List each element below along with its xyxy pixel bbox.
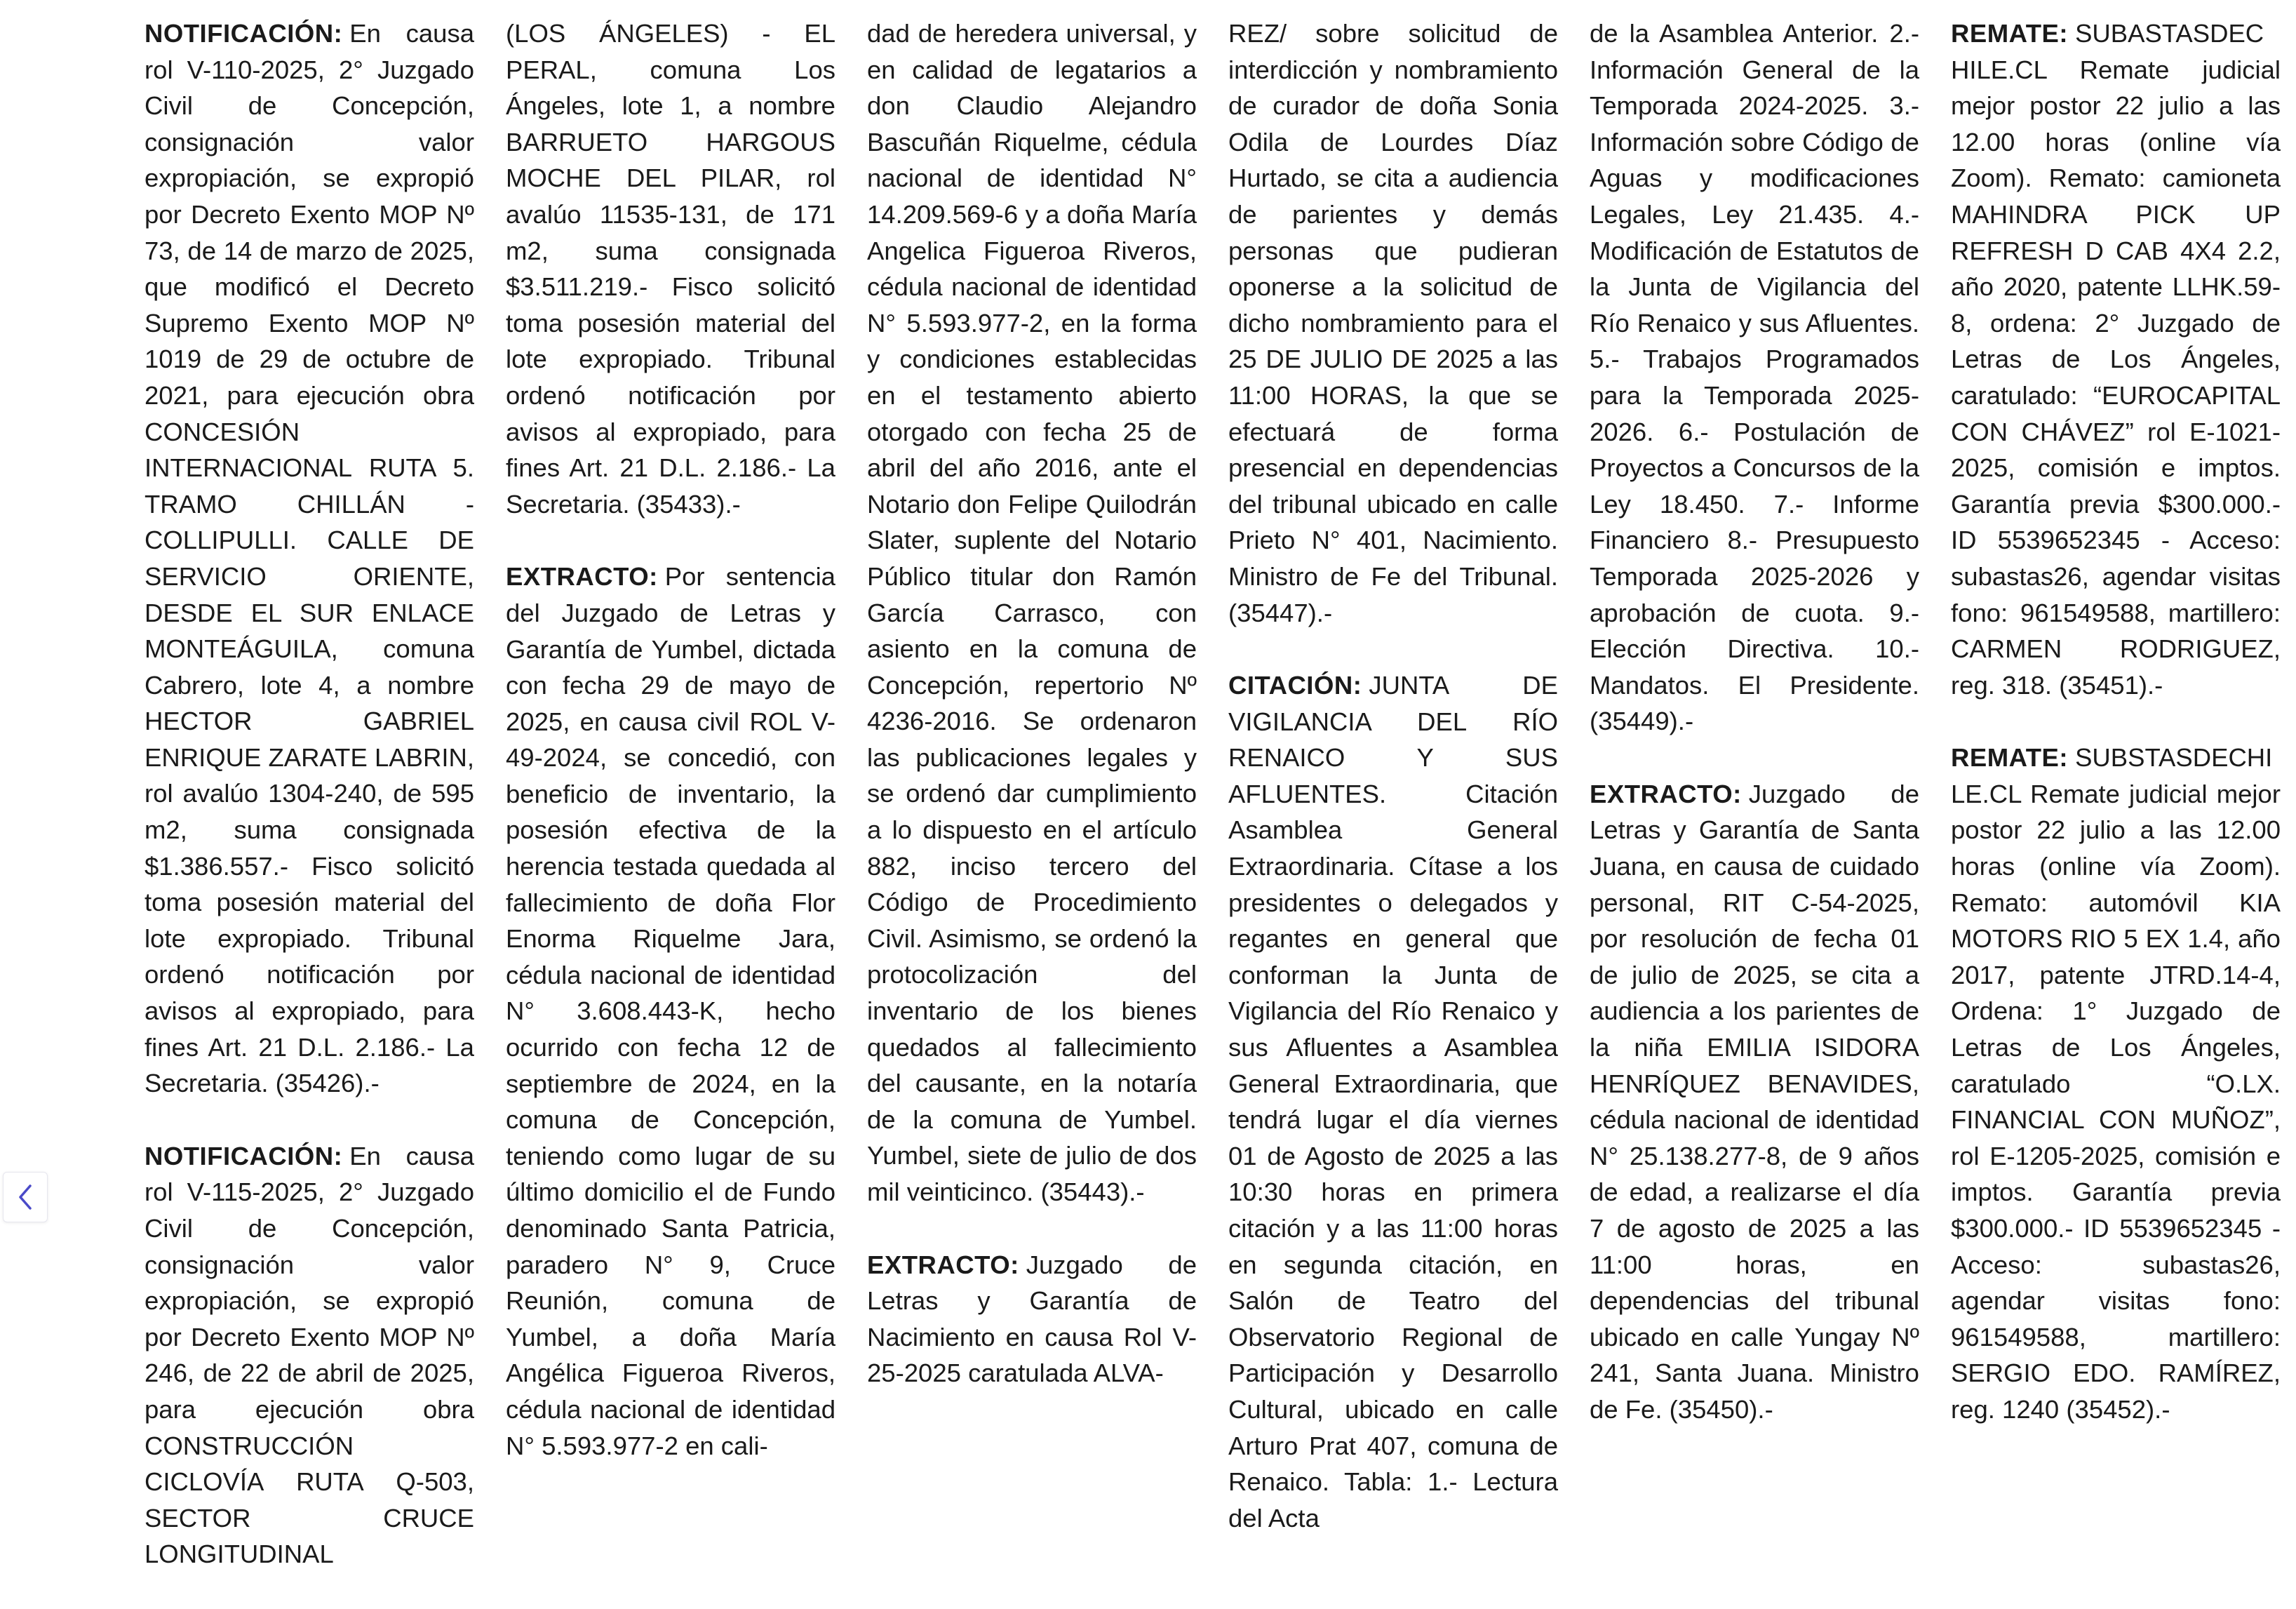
notice-notificacion-35426 [145, 15, 474, 1102]
notice-body: Por sentencia del Juzgado de Letras y Garantía de Yumbel, dictada con fecha 29 de mayo de 2025, en causa civil ROL V-49-2024, se concedió, con beneficio de inventario, la posesión efectiva de la herencia testada quedada al fallecimiento de doña Flor Enorma Riquelme Jara, cédula nacional de identidad N° 3.608.443-K, hecho ocurrido con fecha 12 de septiembre de 2024, en la comuna de Concepción, teniendo como lugar de su último domicilio el de Fundo denominado Santa Patricia, paradero N° 9, Cruce Reunión, comuna de Yumbel, a doña María Angélica Figueroa Riveros, cédula nacional de identidad N° 5.593.977-2 en cali- [506, 562, 835, 1460]
notice-citacion-35449-continued [1590, 15, 1919, 740]
notice-body: SUBSTASDECHILE.CL Remate judicial mejor postor 22 julio a las 12.00 horas (online vía Zoom). Remato: automóvil KIA MOTORS RIO 5 EX 1.4, año 2017, patente JTRD.14-4, Ordena: 1° Juzgado de Letras de Los Ángeles, caratulado “O.LX. FINANCIAL CON MUÑOZ”, rol E-1205-2025, comisión e imptos. Garantía previa $300.000.- ID 5539652345 - Acceso: subastas26, agendar visitas fono: 961549588, martillero: SERGIO EDO. RAMÍREZ, reg. 1240 (35452).- [1951, 743, 2281, 1424]
back-button[interactable] [3, 1172, 48, 1222]
notice-citacion-35449 [1228, 667, 1558, 1536]
notice-body: SUBASTASDECHILE.CL Remate judicial mejor postor 22 julio a las 12.00 horas (online vía Zoom). Remato: camioneta MAHINDRA PICK UP REFRESH D CAB 4X4 2.2, año 2020, patente LLHK.59-8, ordena: 2° Juzgado de Letras de Los Ángeles, caratulado: “EUROCAPITAL CON CHÁVEZ” rol E-1021-2025, comisión e imptos. Garantía previa $300.000.- ID 5539652345 - Acceso: subastas26, agendar visitas fono: 961549588, martillero: CARMEN RODRIGUEZ, reg. 318. (35451).- [1951, 19, 2281, 700]
notice-extracto-35443-continued [867, 15, 1197, 1210]
notice-keyword: EXTRACTO: [506, 562, 658, 592]
notice-extracto-35447 [867, 1247, 1197, 1391]
notice-keyword: EXTRACTO: [1590, 779, 1742, 808]
notice-body-continued: (LOS ÁNGELES) - EL PERAL, comuna Los Ángeles, lote 1, a nombre BARRUETO HARGOUS MOCHE DEL PILAR, rol avalúo 11535-131, de 171 m2, suma consignada $3.511.219.- Fisco solicitó toma posesión material del lote expropiado. Tribunal ordenó notificación por avisos al expropiado, para fines Art. 21 D.L. 2.186.- La Secretaria. (35433).- [506, 19, 835, 519]
chevron-left-icon [15, 1182, 36, 1213]
notice-extracto-35443 [506, 559, 835, 1464]
notice-keyword: NOTIFICACIÓN: [145, 19, 343, 48]
notice-notificacion-35433-continued [506, 15, 835, 522]
notice-extracto-35447-continued [1228, 15, 1558, 631]
notice-body-continued: dad de heredera universal, y en calidad de legatarios a don Claudio Alejandro Bascuñán Riquelme, cédula nacional de identidad N° 14.209.569-6 y a doña María Angelica Figueroa Riveros, cédula nacional de identidad N° 5.593.977-2, en la forma y condiciones establecidas en el testamento abierto otorgado con fecha 25 de abril del año 2016, ante el Notario don Felipe Quilodrán Slater, suplente del Notario Público titular don Ramón García Carrasco, con asiento en la comuna de Concepción, repertorio Nº 4236-2016. Se ordenaron las publicaciones legales y se ordenó dar cumplimiento a lo dispuesto en el artículo 882, inciso tercero del Código de Procedimiento Civil. Asimismo, se ordenó la protocolización del inventario de los bienes quedados al fallecimiento del causante, en la notaría de la comuna de Yumbel. Yumbel, siete de julio de dos mil veinticinco. (35443).- [867, 19, 1197, 1206]
column-3 [867, 15, 1197, 1609]
notice-keyword: CITACIÓN: [1228, 671, 1362, 700]
column-5 [1590, 15, 1919, 1609]
notice-body: Juzgado de Letras y Garantía de Santa Juana, en causa de cuidado personal, RIT C-54-2025, por resolución de fecha 01 de julio de 2025, se cita a audiencia a los parientes de la niña EMILIA ISIDORA HENRÍQUEZ BENAVIDES, cédula nacional de identidad N° 25.138.277-8, de 9 años de edad, a realizarse el día 7 de agosto de 2025 a las 11:00 horas, en dependencias del tribunal ubicado en calle Yungay Nº 241, Santa Juana. Ministro de Fe. (35450).- [1590, 779, 1919, 1424]
notice-body: JUNTA DE VIGILANCIA DEL RÍO RENAICO Y SUS AFLUENTES. Citación Asamblea General Extraordinaria. Cítase a los presidentes o delegados y regantes en general que conforman la Junta de Vigilancia del Río Renaico y sus Afluentes a Asamblea General Extraordinaria, que tendrá lugar el día viernes 01 de Agosto de 2025 a las 10:30 horas en primera citación y a las 11:00 horas en segunda citación, en Salón de Teatro del Observatorio Regional de Participación y Desarrollo Cultural, ubicado en calle Arturo Prat 407, comuna de Renaico. Tabla: 1.- Lectura del Acta [1228, 671, 1558, 1533]
column-6 [1951, 15, 2281, 1609]
notice-keyword: NOTIFICACIÓN: [145, 1141, 343, 1170]
notice-body: En causa rol V-115-2025, 2° Juzgado Civil de Concepción, consignación valor expropiación, se expropió por Decreto Exento MOP Nº 246, de 22 de abril de 2025, para ejecución obra CONSTRUCCIÓN CICLOVÍA RUTA Q-503, SECTOR CRUCE LONGITUDINAL [145, 1141, 474, 1569]
notice-extracto-35450 [1590, 776, 1919, 1428]
column-4 [1228, 15, 1558, 1609]
notice-keyword: REMATE: [1951, 19, 2069, 48]
notice-body-continued: REZ/ sobre solicitud de interdicción y nombramiento de curador de doña Sonia Odila de Lourdes Díaz Hurtado, se cita a audiencia de parientes y demás personas que pudieran oponerse a la solicitud de dicho nombramiento para el 25 DE JULIO DE 2025 a las 11:00 HORAS, la que se efectuará de forma presencial en dependencias del tribunal ubicado en calle Prieto N° 401, Nacimiento. Ministro de Fe del Tribunal. (35447).- [1228, 19, 1558, 627]
notice-notificacion-35433 [145, 1138, 474, 1573]
column-2 [506, 15, 835, 1609]
column-1 [145, 15, 474, 1609]
notice-keyword: EXTRACTO: [867, 1250, 1019, 1279]
notice-body: Juzgado de Letras y Garantía de Nacimiento en causa Rol V-25-2025 caratulada ALVA- [867, 1250, 1197, 1388]
notice-keyword: REMATE: [1951, 743, 2069, 773]
notice-remate-35451 [1951, 15, 2281, 703]
notice-body: En causa rol V-110-2025, 2° Juzgado Civil de Concepción, consignación valor expropiación, se expropió por Decreto Exento MOP Nº 73, de 14 de marzo de 2025, que modificó el Decreto Supremo Exento MOP Nº 1019 de 29 de octubre de 2021, para ejecución obra CONCESIÓN INTERNACIONAL RUTA 5. TRAMO CHILLÁN - COLLIPULLI. CALLE DE SERVICIO ORIENTE, DESDE EL SUR ENLACE MONTEÁGUILA, comuna Cabrero, lote 4, a nombre HECTOR GABRIEL ENRIQUE ZARATE LABRIN, rol avalúo 1304-240, de 595 m2, suma consignada $1.386.557.- Fisco solicitó toma posesión material del lote expropiado. Tribunal ordenó notificación por avisos al expropiado, para fines Art. 21 D.L. 2.186.- La Secretaria. (35426).- [145, 19, 474, 1098]
classifieds-columns [145, 15, 2281, 1569]
notice-body-continued: de la Asamblea Anterior. 2.- Información General de la Temporada 2024-2025. 3.- Información sobre Código de Aguas y modificaciones Legales, Ley 21.435. 4.- Modificación de Estatutos de la Junta de Vigilancia del Río Renaico y sus Afluentes. 5.- Trabajos Programados para la Temporada 2025-2026. 6.- Postulación de Proyectos a Concursos de la Ley 18.450. 7.- Informe Financiero 8.- Presupuesto Temporada 2025-2026 y aprobación de cuota. 9.- Elección Directiva. 10.- Mandatos. El Presidente. (35449).- [1590, 19, 1919, 736]
notice-remate-35452 [1951, 740, 2281, 1427]
